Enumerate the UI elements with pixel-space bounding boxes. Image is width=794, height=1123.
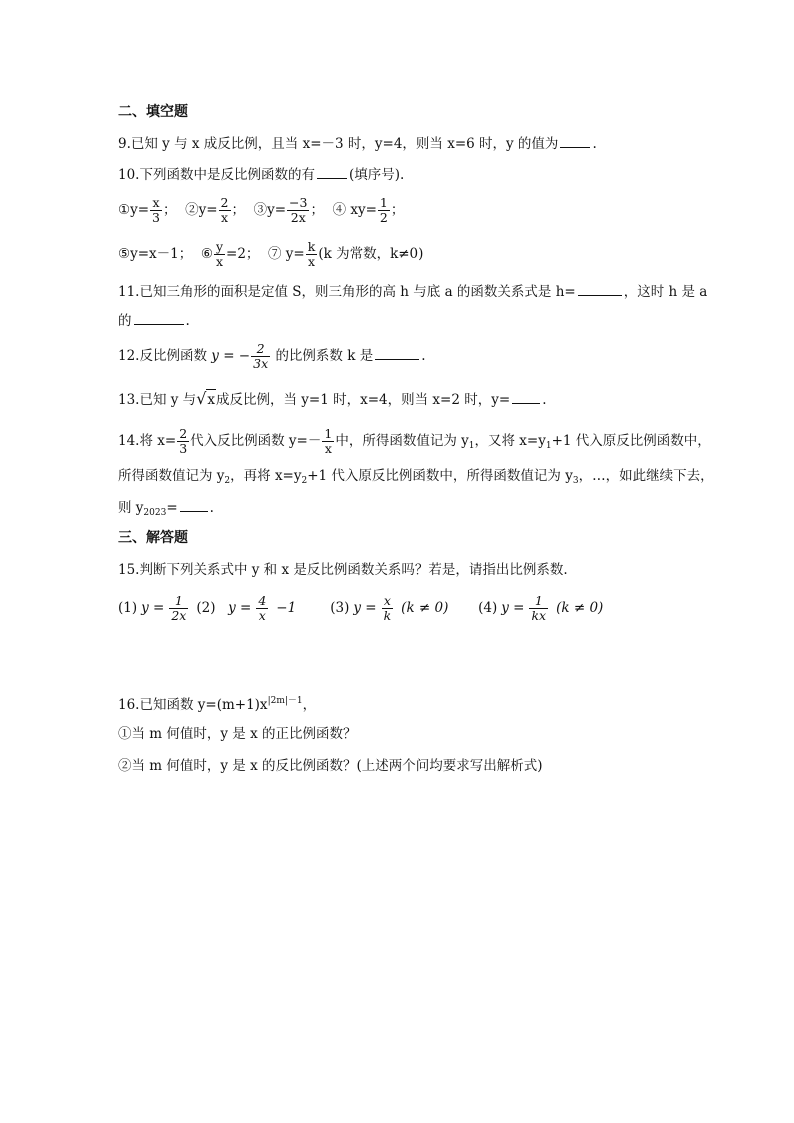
answer-blank: [375, 345, 419, 360]
sqrt-icon: √: [196, 389, 207, 408]
answer-blank: [317, 164, 347, 179]
question-13: 13.已知 y 与√x成反比例，当 y=1 时，x=4，则当 x=2 时，y= .: [118, 389, 547, 408]
fraction: $\frac{k}{x}$: [307, 239, 316, 269]
section-heading-fill-in: 二、填空题: [118, 104, 188, 120]
question-10-options-row1: ①y= $\frac{x}{3}$ ； ②y= $\frac{2}{x}$ ； ③y= $\frac{-3}{2x}$ ； ④ xy= $\frac{1}{2}$ ；: [118, 195, 405, 225]
section-heading-solve: 三、解答题: [118, 530, 188, 546]
question-10: 10.下列函数中是反比例函数的有 (填序号).: [118, 164, 404, 185]
question-15-parts: (1) y = $\frac{1}{2x}$ (2) y = $\frac{4}{x}$ −1 (3) y = $\frac{x}{k}$ (k ≠ 0) (4) y = $\frac{1}{kx}$ (k ≠ 0): [118, 593, 604, 623]
answer-blank: [578, 281, 622, 296]
fraction: $\frac{-3}{2x}$: [289, 195, 308, 225]
question-12: 12.反比例函数 y = − $\frac{2}{3x}$ 的比例系数 k 是 .: [118, 341, 426, 371]
question-15: 15.判断下列关系式中 y 和 x 是反比例函数关系吗？若是，请指出比例系数.: [118, 562, 568, 578]
fraction: $\frac{2}{x}$: [220, 195, 229, 225]
question-14-line3: 则 $y_{2023}=$ .: [118, 497, 214, 523]
fraction: $\frac{1}{2}$: [379, 195, 388, 225]
answer-blank: [180, 497, 208, 512]
answer-blank: [134, 310, 184, 325]
fraction: $\frac{1}{2x}$: [171, 593, 187, 623]
fraction: $\frac{4}{x}$: [258, 593, 267, 623]
answer-blank: [512, 389, 540, 404]
question-10-options-row2: ⑤y=x－1； ⑥ $\frac{y}{x}$ =2； ⑦ y= $\frac{k}{x}$ (k 为常数，k≠0): [118, 239, 424, 269]
fraction: $\frac{2}{3}$: [179, 426, 188, 456]
fraction: $\frac{x}{k}$: [383, 593, 392, 623]
question-14-line2: 所得函数值记为 $y_2$，再将 $x=y_2+1$ 代入原反比例函数中，所得函数值记为 $y_3$，…，如此继续下去，: [118, 468, 714, 486]
fraction: $\frac{x}{3}$: [152, 195, 160, 225]
question-11-cont: 的 .: [118, 310, 190, 331]
answer-blank: [560, 133, 590, 148]
question-16-part1: ①当 m 何值时，y 是 x 的正比例函数？: [118, 726, 357, 742]
fraction: $\frac{2}{3x}$: [253, 341, 269, 371]
fraction: $\frac{1}{kx}$: [531, 593, 547, 623]
question-9: 9.已知 y 与 x 成反比例，且当 x=－3 时，y=4，则当 x=6 时，y 的值为 .: [118, 133, 597, 154]
fraction: $\frac{y}{x}$: [215, 239, 224, 269]
question-16-part2: ②当 m 何值时，y 是 x 的反比例函数？(上述两个问均要求写出解析式): [118, 758, 543, 774]
fraction: $\frac{1}{x}$: [324, 426, 333, 456]
question-14: 14.将 x= $\frac{2}{3}$ 代入反比例函数 y=－ $\frac{1}{x}$ 中，所得函数值记为 $y_1$，又将 $x=y_1+1$ 代入原反比例函数中，: [118, 426, 711, 456]
question-11: 11.已知三角形的面积是定值 S，则三角形的高 h 与底 a 的函数关系式是 h= ，这时 h 是 a: [118, 281, 707, 302]
question-16: 16.已知函数 $y=(m+1)x^{|2m|-1}$，: [118, 696, 317, 713]
